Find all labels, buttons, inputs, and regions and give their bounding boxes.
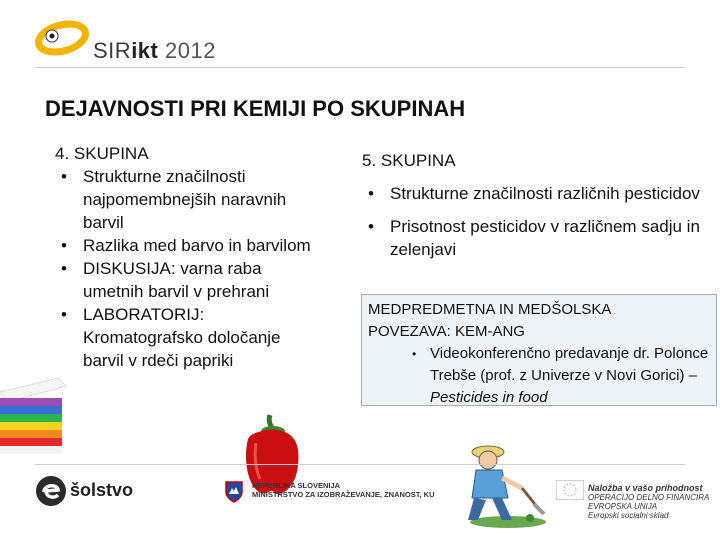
box-list <box>368 343 710 409</box>
group-5-item: • Prisotnost pesticidov v različnem sadju in zelenjavi <box>362 215 712 261</box>
group-4-item: • DISKUSIJA: varna raba umetnih barvil v prehrani <box>55 257 315 303</box>
eu-line-2: OPERACIJO DELNO FINANCIRA EVROPSKA UNIJA <box>588 493 710 511</box>
logo-text <box>93 38 216 64</box>
logo-year: 2012 <box>165 38 216 63</box>
box-line-1: MEDPREDMETNA IN MEDŠOLSKA <box>368 301 612 318</box>
sirikt-logo-icon <box>30 14 100 64</box>
eu-flag <box>556 480 584 500</box>
coat-of-arms-icon <box>222 480 246 504</box>
group-4-item: • LABORATORIJ: Kromatografsko določanje barvil v rdeči papriki <box>55 303 315 372</box>
slovenia-coat-of-arms <box>222 480 246 509</box>
esolstvo-logo <box>34 474 68 513</box>
slide-title: DEJAVNOSTI PRI KEMIJI PO SKUPINAH <box>45 96 466 121</box>
ministry-line-1: REPUBLIKA SLOVENIJA <box>252 481 341 490</box>
box-item-text: Videokonferenčno predavanje dr. Polonce Trebše (prof. z Univerze v Novi Gorici) – <box>430 345 709 384</box>
ministry-text <box>252 481 435 499</box>
esolstvo-text: šolstvo <box>70 480 134 500</box>
group-5-column <box>362 149 712 261</box>
eu-funding-text <box>588 484 720 520</box>
eu-flag-icon <box>556 480 584 500</box>
logo-prefix: SIR <box>93 38 132 63</box>
eu-line-1: Naložba v vašo prihodnost <box>588 483 703 493</box>
eu-line-3: Evropski socialni sklad <box>588 511 669 520</box>
box-item-italic: Pesticides in food <box>430 389 548 406</box>
group-4-heading: 4. SKUPINA <box>55 144 149 163</box>
esolstvo-logo-icon <box>34 474 68 508</box>
group-5-heading: 5. SKUPINA <box>362 151 456 170</box>
group-4-column <box>55 142 315 372</box>
group-4-item: • Strukturne značilnosti najpomembnejših naravnih barvil <box>55 165 315 234</box>
group-5-list <box>362 182 712 261</box>
group-4-item: • Razlika med barvo in barvilom <box>55 234 315 257</box>
rainbow-cake-image <box>0 378 70 458</box>
box-line-2: POVEZAVA: KEM-ANG <box>368 323 525 340</box>
group-5-item: • Strukturne značilnosti različnih pesticidov <box>362 182 712 205</box>
cross-curricular-box <box>361 294 717 406</box>
logo-bold: ikt <box>131 38 159 63</box>
group-4-list <box>55 165 315 372</box>
box-item <box>408 343 710 409</box>
gardener-cartoon-image <box>448 438 548 530</box>
footer-divider <box>35 464 685 465</box>
header-divider <box>35 67 685 68</box>
ministry-line-2: MINISTRSTVO ZA IZOBRAŽEVANJE, ZNANOST, KU <box>252 490 435 499</box>
